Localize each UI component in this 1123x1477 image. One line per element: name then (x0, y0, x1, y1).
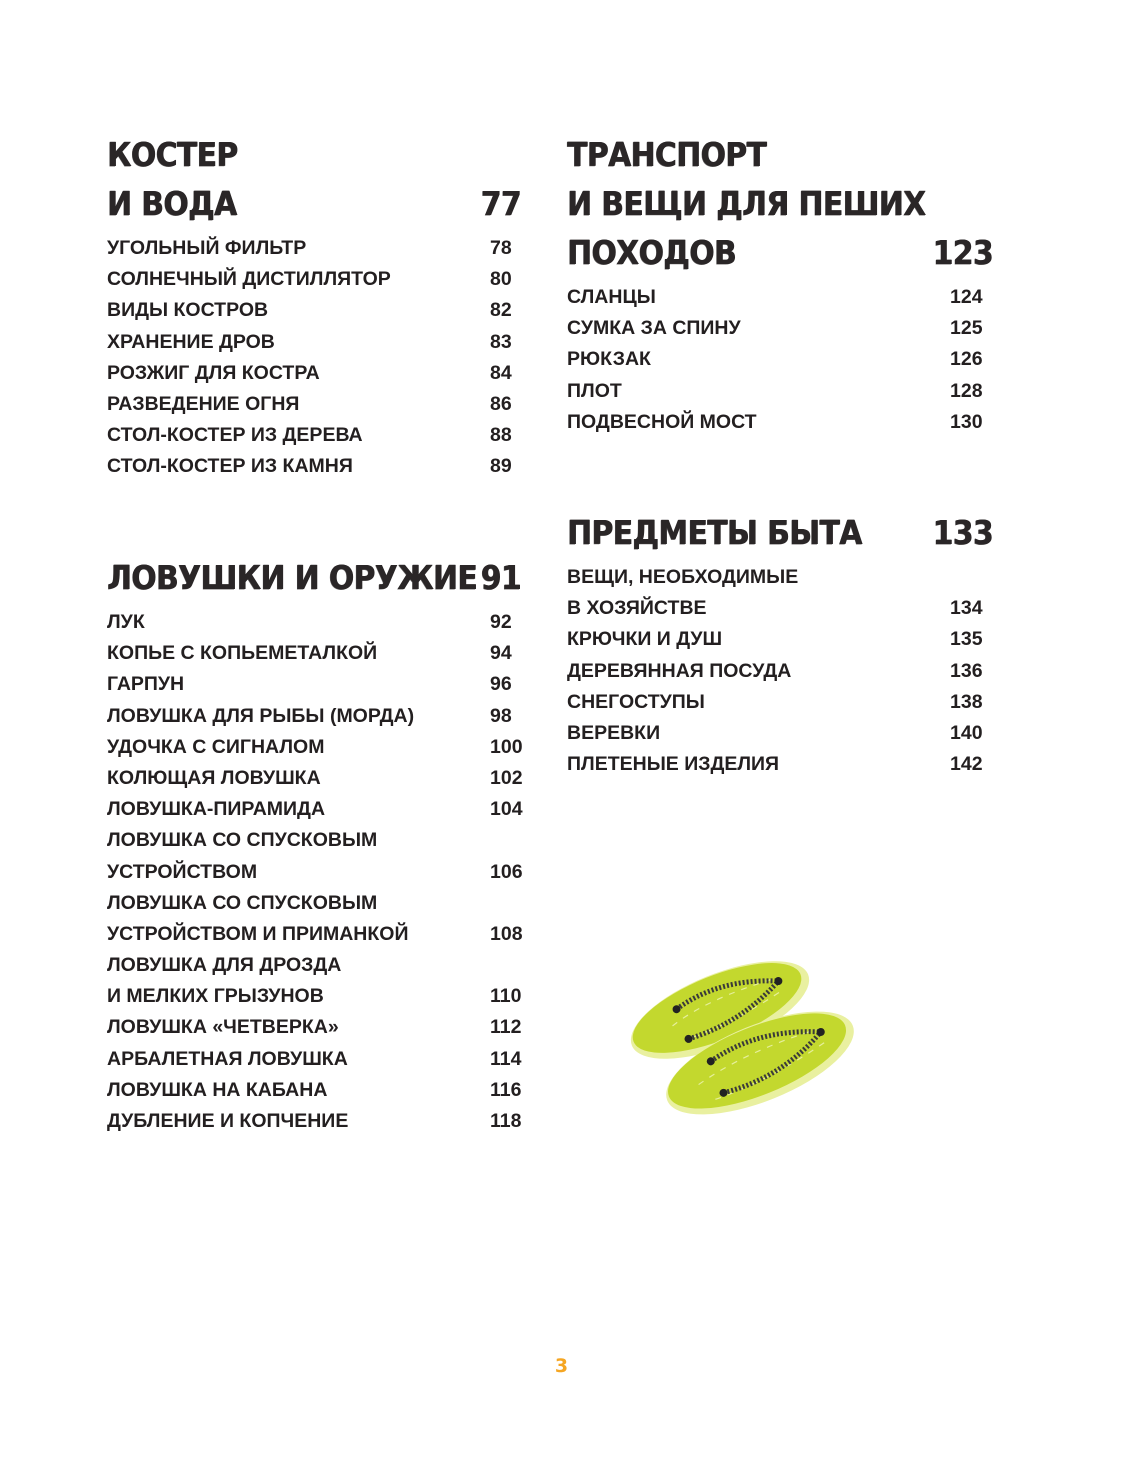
toc-entry-page: 112 (490, 1016, 522, 1039)
toc-entry-title: СТОЛ-КОСТЕР ИЗ ДЕРЕВА (107, 424, 363, 447)
toc-entry-page: 126 (950, 348, 983, 371)
toc-entry-title: СЛАНЦЫ (567, 286, 656, 308)
section-entries (107, 607, 527, 1137)
section-entries (107, 233, 527, 483)
section-page-number: 123 (932, 233, 993, 272)
toc-entry-title: РОЗЖИГ ДЛЯ КОСТРА (107, 361, 320, 384)
section-title-line (567, 228, 999, 277)
section-title-text: И ВОДА (107, 184, 237, 223)
toc-entry-page: 98 (490, 704, 512, 727)
toc-entry-title: ЛУК (107, 611, 145, 633)
section-title-line (107, 130, 527, 179)
toc-entry[interactable] (107, 950, 527, 981)
toc-entry[interactable] (107, 825, 527, 856)
section-title-line (567, 508, 999, 557)
toc-entry-title: УДОЧКА С СИГНАЛОМ (107, 735, 325, 758)
toc-entry[interactable] (567, 656, 999, 687)
toc-entry-title: КОПЬЕ С КОПЬЕМЕТАЛКОЙ (107, 642, 378, 665)
toc-entry-title: СНЕГОСТУПЫ (567, 690, 705, 713)
toc-entry-page: 130 (950, 410, 983, 433)
toc-entry[interactable] (107, 358, 527, 389)
toc-entry-page: 142 (950, 753, 983, 776)
toc-entry-title: ЛОВУШКА СО СПУСКОВЫМ (107, 829, 378, 852)
flip-flops-icon (610, 935, 870, 1125)
toc-entry[interactable] (567, 376, 999, 407)
toc-entry-title: ЛОВУШКА «ЧЕТВЕРКА» (107, 1016, 339, 1039)
toc-entry-page: 135 (950, 628, 983, 651)
toc-entry-title: ПЛЕТЕНЫЕ ИЗДЕЛИЯ (567, 753, 780, 776)
toc-entry[interactable] (107, 389, 527, 420)
toc-entry-title: ЛОВУШКА НА КАБАНА (107, 1078, 328, 1101)
toc-entry[interactable] (567, 313, 999, 344)
toc-entry-page: 83 (490, 330, 512, 353)
toc-entry-page: 134 (950, 597, 983, 620)
toc-entry[interactable] (107, 794, 527, 825)
toc-entry-page: 82 (490, 299, 512, 322)
toc-entry[interactable] (567, 562, 999, 593)
toc-entry-title: ДЕРЕВЯННАЯ ПОСУДА (567, 659, 792, 682)
toc-entry-page: 125 (950, 317, 983, 340)
section-title-line (567, 179, 999, 228)
section-title-line (567, 130, 999, 179)
toc-entry[interactable] (107, 888, 527, 919)
toc-entry-page: 114 (490, 1047, 522, 1070)
section-title-line (107, 553, 527, 602)
toc-entry[interactable] (567, 718, 999, 749)
toc-entry-page: 138 (950, 690, 983, 713)
toc-section-traps-weapons (107, 553, 527, 1137)
toc-entry-page: 128 (950, 379, 983, 402)
section-title-text: ТРАНСПОРТ (567, 135, 767, 174)
section-title-text: ПОХОДОВ (567, 233, 737, 272)
toc-entry-title: ХРАНЕНИЕ ДРОВ (107, 330, 275, 353)
section-entries (567, 282, 999, 438)
section-page-number: 77 (480, 184, 521, 223)
toc-entry-page: 78 (490, 237, 512, 259)
toc-entry-page: 100 (490, 735, 523, 758)
toc-entry-page: 108 (490, 922, 523, 945)
toc-entry[interactable] (567, 687, 999, 718)
toc-entry-title: ЛОВУШКА-ПИРАМИДА (107, 798, 326, 821)
toc-entry-page: 96 (490, 673, 512, 696)
toc-entry-title: СТОЛ-КОСТЕР ИЗ КАМНЯ (107, 455, 353, 478)
toc-entry-page: 89 (490, 455, 512, 478)
toc-entry-title: УСТРОЙСТВОМ И ПРИМАНКОЙ (107, 922, 409, 945)
toc-entry[interactable] (107, 1075, 527, 1106)
section-page-number: 133 (932, 513, 993, 552)
toc-entry[interactable] (567, 407, 999, 438)
toc-entry[interactable] (107, 669, 527, 700)
toc-entry-page: 104 (490, 798, 523, 821)
page-number: 3 (554, 1355, 569, 1377)
toc-entry[interactable] (107, 233, 527, 264)
toc-entry-page: 124 (950, 286, 983, 308)
toc-entry[interactable] (567, 282, 999, 313)
toc-entry-page: 116 (490, 1078, 522, 1101)
toc-entry[interactable] (567, 624, 999, 655)
toc-entry[interactable] (107, 264, 527, 295)
toc-entry[interactable] (107, 763, 527, 794)
toc-entry-title: СОЛНЕЧНЫЙ ДИСТИЛЛЯТОР (107, 268, 391, 291)
toc-entry-page: 86 (490, 392, 512, 415)
section-title-text: ПРЕДМЕТЫ БЫТА (567, 513, 862, 552)
section-title-line (107, 179, 527, 228)
toc-entry-title: ПОДВЕСНОЙ МОСТ (567, 410, 757, 433)
toc-entry-page: 110 (490, 985, 522, 1008)
toc-entry-page: 136 (950, 659, 983, 682)
toc-entry[interactable] (107, 919, 527, 950)
toc-entry[interactable] (567, 749, 999, 780)
toc-entry[interactable] (107, 732, 527, 763)
toc-entry-title: ДУБЛЕНИЕ И КОПЧЕНИЕ (107, 1110, 349, 1132)
toc-entry[interactable] (107, 607, 527, 638)
toc-entry-page: 94 (490, 642, 512, 665)
section-title-text: КОСТЕР (107, 135, 238, 174)
toc-entry[interactable] (107, 1044, 527, 1075)
toc-entry-page: 88 (490, 424, 512, 447)
toc-section-fire-water (107, 130, 527, 483)
toc-entry-title: ЛОВУШКА СО СПУСКОВЫМ (107, 891, 378, 914)
toc-entry-title: КРЮЧКИ И ДУШ (567, 628, 723, 651)
toc-entry[interactable] (107, 701, 527, 732)
toc-entry[interactable] (107, 638, 527, 669)
toc-entry-title: УСТРОЙСТВОМ (107, 860, 258, 883)
toc-entry-page: 118 (490, 1110, 522, 1132)
toc-entry-page: 92 (490, 611, 512, 633)
toc-entry-title: СУМКА ЗА СПИНУ (567, 317, 741, 340)
section-entries (567, 562, 999, 780)
toc-entry[interactable] (107, 327, 527, 358)
toc-entry-title: ЛОВУШКА ДЛЯ ДРОЗДА (107, 954, 342, 977)
toc-entry-title: ВЕРЕВКИ (567, 721, 661, 744)
section-page-number: 91 (480, 558, 521, 597)
toc-entry-title: ВЕЩИ, НЕОБХОДИМЫЕ (567, 566, 799, 588)
toc-entry-title: РЮКЗАК (567, 348, 651, 371)
toc-entry[interactable] (107, 1012, 527, 1043)
toc-entry-title: ПЛОТ (567, 379, 622, 402)
toc-entry-page: 84 (490, 361, 512, 384)
toc-entry-title: РАЗВЕДЕНИЕ ОГНЯ (107, 392, 300, 415)
toc-entry-title: ВИДЫ КОСТРОВ (107, 299, 269, 322)
toc-entry-title: ЛОВУШКА ДЛЯ РЫБЫ (МОРДА) (107, 704, 415, 727)
toc-entry[interactable] (107, 1106, 527, 1137)
toc-entry[interactable] (567, 593, 999, 624)
toc-section-transport (567, 130, 999, 438)
toc-entry-page: 106 (490, 860, 523, 883)
toc-entry[interactable] (107, 451, 527, 482)
toc-entry[interactable] (567, 344, 999, 375)
toc-entry-title: ГАРПУН (107, 673, 185, 696)
toc-entry-title: В ХОЗЯЙСТВЕ (567, 597, 707, 620)
section-title-text: ЛОВУШКИ И ОРУЖИЕ (107, 558, 478, 597)
toc-entry-title: УГОЛЬНЫЙ ФИЛЬТР (107, 237, 307, 259)
section-title-text: И ВЕЩИ ДЛЯ ПЕШИХ (567, 184, 926, 223)
toc-entry-page: 80 (490, 268, 512, 291)
toc-entry[interactable] (107, 295, 527, 326)
toc-entry-page: 140 (950, 721, 983, 744)
toc-entry[interactable] (107, 981, 527, 1012)
toc-entry-title: И МЕЛКИХ ГРЫЗУНОВ (107, 985, 324, 1008)
toc-entry[interactable] (107, 857, 527, 888)
toc-entry-title: АРБАЛЕТНАЯ ЛОВУШКА (107, 1047, 348, 1070)
toc-entry-title: КОЛЮЩАЯ ЛОВУШКА (107, 766, 321, 789)
toc-section-household (567, 508, 999, 780)
toc-entry[interactable] (107, 420, 527, 451)
toc-entry-page: 102 (490, 766, 523, 789)
